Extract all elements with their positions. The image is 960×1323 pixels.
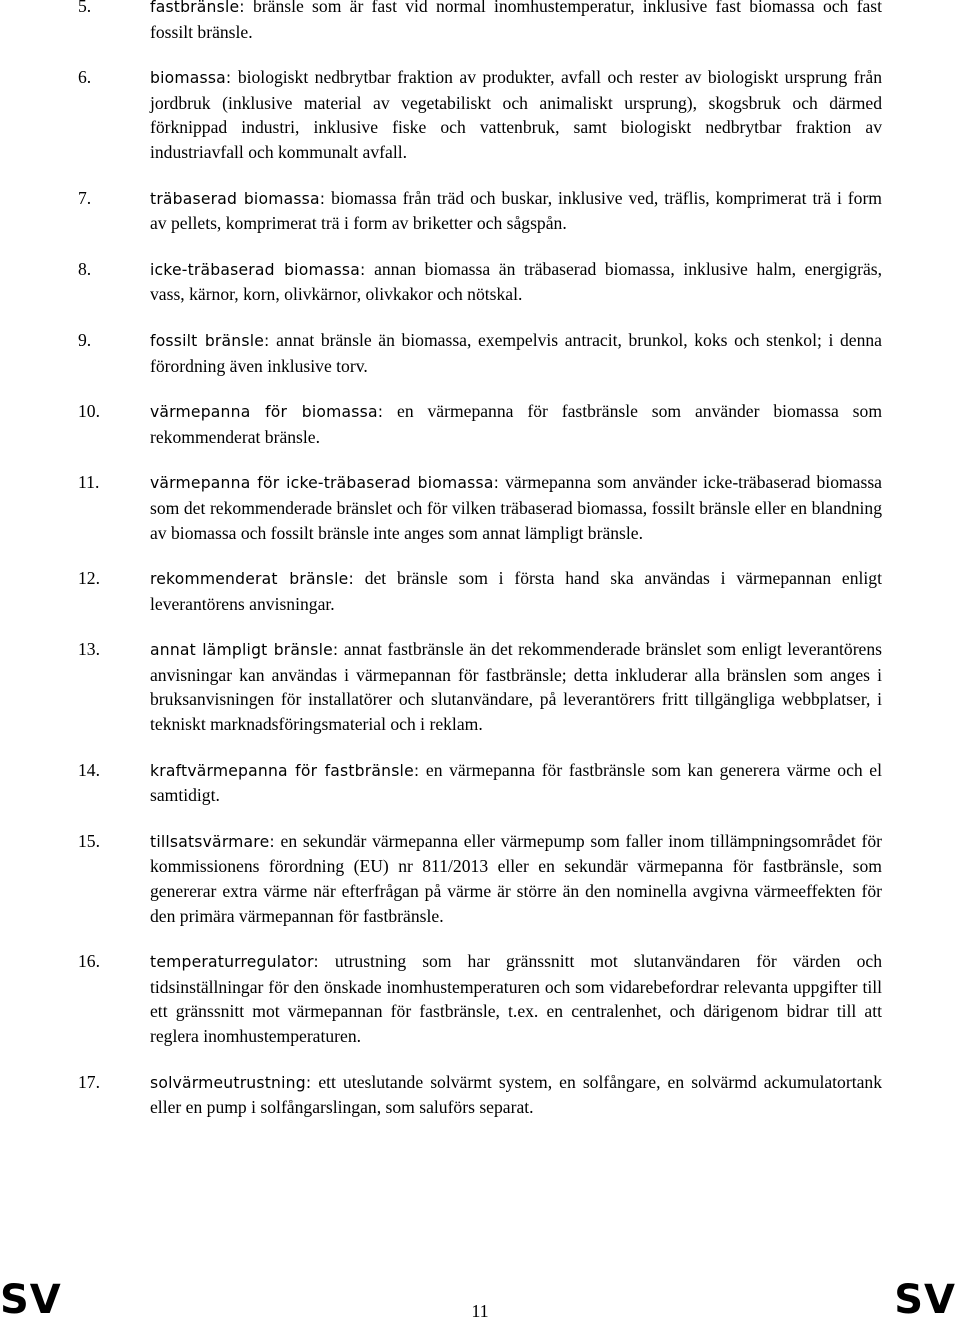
definition-item xyxy=(0,758,960,808)
item-body xyxy=(150,399,882,449)
definition-text: annan biomassa än träbaserad biomassa, inklusive halm, energigräs, vass, kärnor, korn, olivkärnor, olivkakor och nötskal. xyxy=(150,258,882,305)
definition-item xyxy=(0,65,960,164)
definition-text: en sekundär värmepanna eller värmepump som faller inom tillämpningsområdet för kommissionens förordning (EU) nr 811/2013 eller en sekundär värmepanna för fastbränsle, som genererar extra värme när efterfrågan på värme är större än den nominella avgivna värmeeffekten för den primära värmepannan för fastbränsle. xyxy=(150,830,882,926)
defined-term: värmepanna för biomassa: xyxy=(150,403,384,422)
item-body xyxy=(150,829,882,928)
item-body xyxy=(150,949,882,1048)
definition-item xyxy=(0,637,960,736)
item-number: 14. xyxy=(78,759,100,780)
page-number: 11 xyxy=(471,1301,489,1321)
definition-text: utrustning som har gränssnitt mot slutanvändaren för värden och tidsinställningar för den önskade inomhustemperaturen och som vidarebefordrar relevanta uppgifter till ett gränssnitt mot värmepannan för fastbränsle, t.ex. en centralenhet, och därigenom bidrar till att reglera inomhustemperaturen. xyxy=(150,951,882,1046)
item-number: 10. xyxy=(78,401,100,422)
item-number: 7. xyxy=(78,187,92,208)
definition-text: en värmepanna för fastbränsle som använder biomassa som rekommenderat bränsle. xyxy=(150,401,882,447)
defined-term: fastbränsle: xyxy=(150,0,245,16)
defined-term: annat lämpligt bränsle: xyxy=(150,641,339,660)
item-number: 13. xyxy=(78,639,100,660)
defined-term: värmepanna för icke-träbaserad biomassa: xyxy=(150,474,500,493)
item-number: 15. xyxy=(78,830,100,851)
item-body xyxy=(150,637,882,736)
language-code-left: SV xyxy=(0,1277,62,1323)
defined-term: solvärmeutrustning: xyxy=(150,1073,312,1092)
definition-text: en värmepanna för fastbränsle som kan generera värme och el samtidigt. xyxy=(150,759,882,806)
item-body xyxy=(150,257,882,307)
item-body xyxy=(150,470,882,545)
definition-item xyxy=(0,566,960,616)
definition-item xyxy=(0,1070,960,1120)
defined-term: träbaserad biomassa: xyxy=(150,189,326,208)
definition-item xyxy=(0,0,960,44)
definition-item xyxy=(0,829,960,928)
item-body xyxy=(150,0,882,44)
item-number: 6. xyxy=(78,67,92,88)
defined-term: rekommenderat bränsle: xyxy=(150,570,354,589)
definition-item xyxy=(0,328,960,378)
item-body xyxy=(150,758,882,808)
defined-term: icke-träbaserad biomassa: xyxy=(150,260,366,279)
item-body xyxy=(150,328,882,378)
definition-item xyxy=(0,186,960,236)
definition-item xyxy=(0,257,960,307)
item-number: 12. xyxy=(78,568,100,589)
definition-text: värmepanna som använder icke-träbaserad biomassa som det rekommenderade bränslet och för vilken träbaserad biomassa, fossilt bränsle eller en blandning av biomassa och fossilt bränsle inte anges som annat lämpligt bränsle. xyxy=(150,472,882,543)
definition-item xyxy=(0,399,960,449)
item-body xyxy=(150,186,882,236)
language-code-right: SV xyxy=(894,1277,956,1323)
defined-term: fossilt bränsle: xyxy=(150,331,270,350)
definition-item xyxy=(0,470,960,545)
definition-text: bränsle som är fast vid normal inomhustemperatur, inklusive fast biomassa och fast fossilt bränsle. xyxy=(150,0,882,42)
item-number: 8. xyxy=(78,258,92,279)
definition-text: biologiskt nedbrytbar fraktion av produkter, avfall och rester av biologiskt ursprung från jordbruk (inklusive material av vegetabiliskt och animaliskt ursprung), skogsbruk och därmed förknippad industri, inklusive fiske och vattenbruk, samt biologiskt nedbrytbar fraktion av industriavfall och kommunalt avfall. xyxy=(150,67,882,162)
definition-text: annat bränsle än biomassa, exempelvis antracit, brunkol, koks och stenkol; i denna förordning även inklusive torv. xyxy=(150,329,882,376)
item-body xyxy=(150,65,882,164)
defined-term: tillsatsvärmare: xyxy=(150,832,275,851)
definition-item xyxy=(0,949,960,1048)
item-number: 9. xyxy=(78,329,92,350)
item-number: 16. xyxy=(78,951,100,972)
definition-text: det bränsle som i första hand ska användas i värmepannan enligt leverantörens anvisningar. xyxy=(150,568,882,614)
defined-term: temperaturregulator: xyxy=(150,953,319,972)
definition-text: biomassa från träd och buskar, inklusive ved, träflis, komprimerat trä i form av pellets, komprimerat trä i form av briketter och sågspån. xyxy=(150,187,882,234)
definition-text: ett uteslutande solvärmt system, en solfångare, en solvärmd ackumulatortank eller en pump i solfångarslingan, som saluförs separat. xyxy=(150,1071,882,1118)
item-body xyxy=(150,566,882,616)
item-number: 17. xyxy=(78,1071,100,1092)
defined-term: kraftvärmepanna för fastbränsle: xyxy=(150,761,420,780)
defined-term: biomassa: xyxy=(150,69,232,88)
item-body xyxy=(150,1070,882,1120)
item-number: 5. xyxy=(78,0,92,16)
item-number: 11. xyxy=(78,472,100,493)
definition-text: annat fastbränsle än det rekommenderade bränslet som enligt leverantörens anvisningar kan användas i värmepannan för fastbränsle; detta inkluderar alla bränslen som anges i bruksanvisningen för installatörer och slutanvändare, på leverantörers fritt tillgängliga webbplatser, i tekniskt marknadsföringsmaterial och i reklam. xyxy=(150,639,883,735)
